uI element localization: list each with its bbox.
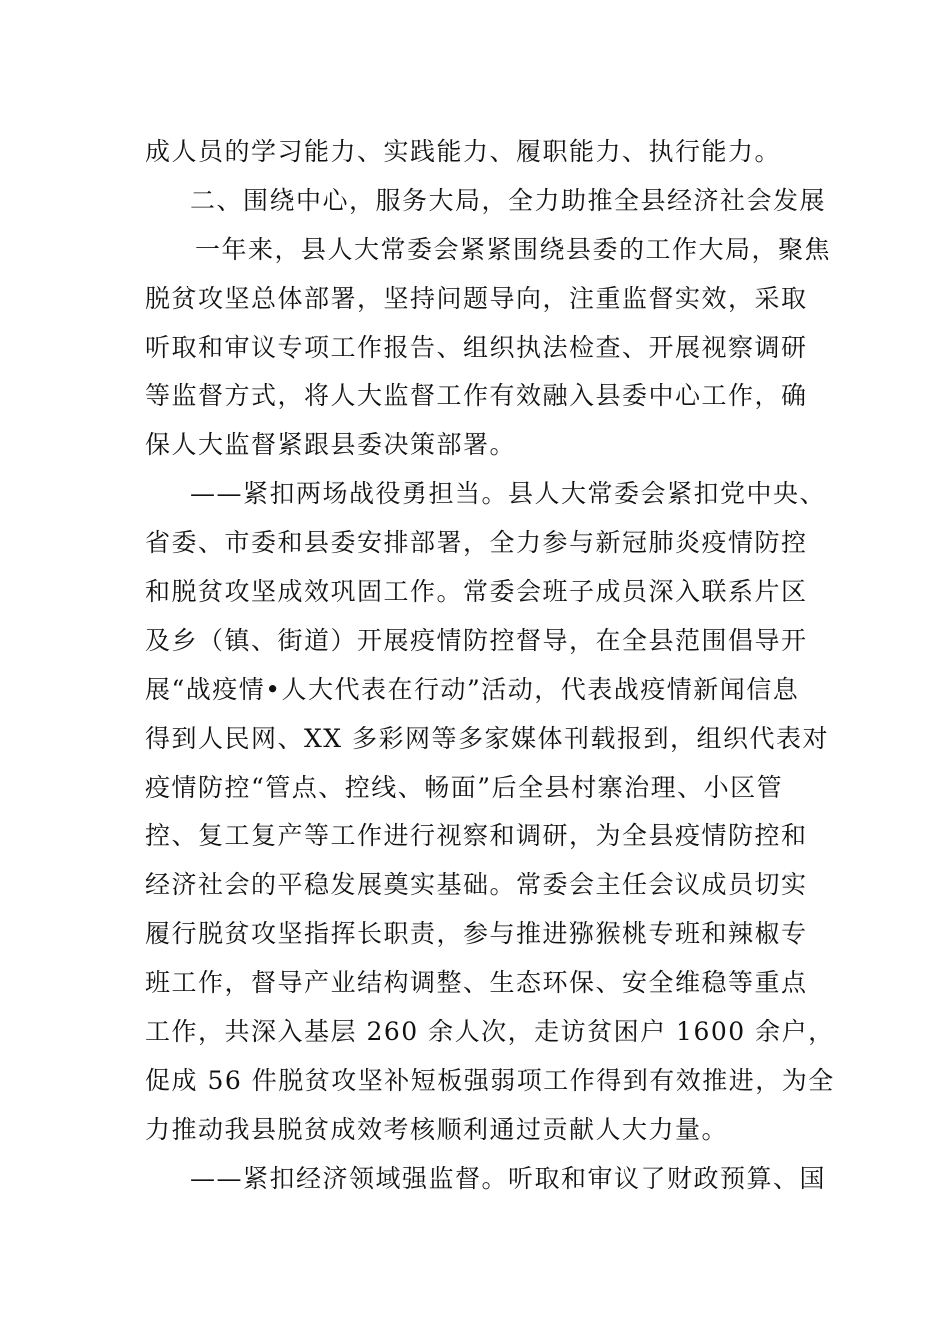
text-line: 展“战疫情•人大代表在行动”活动，代表战疫情新闻信息: [145, 674, 800, 704]
text-line: 保人大监督紧跟县委决策部署。: [145, 430, 517, 460]
text-line: 省委、市委和县委安排部署，全力参与新冠肺炎疫情防控: [145, 528, 808, 558]
text-line: 听取和审议专项工作报告、组织执法检查、开展视察调研: [145, 332, 808, 362]
text-line: 班工作，督导产业结构调整、生态环保、安全维稳等重点: [145, 968, 808, 998]
text-line: 促成 56 件脱贫攻坚补短板强弱项工作得到有效推进，为全: [145, 1065, 835, 1095]
text-line: 脱贫攻坚总体部署，坚持问题导向，注重监督实效，采取: [145, 283, 808, 313]
section-heading: 二、围绕中心，服务大局，全力助推全县经济社会发展: [190, 185, 827, 215]
text-line: 控、复工复产等工作进行视察和调研，为全县疫情防控和: [145, 821, 808, 851]
text-line: 经济社会的平稳发展奠实基础。常委会主任会议成员切实: [145, 870, 808, 900]
text-line: 一年来，县人大常委会紧紧围绕县委的工作大局，聚焦: [195, 234, 832, 264]
text-line: 力推动我县脱贫成效考核顺利通过贡献人大力量。: [145, 1114, 729, 1144]
text-line: 履行脱贫攻坚指挥长职责，参与推进猕猴桃专班和辣椒专: [145, 919, 808, 949]
text-line: 等监督方式，将人大监督工作有效融入县委中心工作，确: [145, 381, 808, 411]
text-line: ——紧扣两场战役勇担当。县人大常委会紧扣党中央、: [190, 479, 827, 509]
document-body: [145, 128, 835, 1204]
text-line: ——紧扣经济领域强监督。听取和审议了财政预算、国: [190, 1163, 827, 1193]
text-line: 得到人民网、XX 多彩网等多家媒体刊载报到，组织代表对: [145, 723, 830, 753]
text-line: 成人员的学习能力、实践能力、履职能力、执行能力。: [145, 137, 782, 166]
text-line: 及乡（镇、街道）开展疫情防控督导，在全县范围倡导开: [145, 625, 808, 655]
text-line: 疫情防控“管点、控线、畅面”后全县村寨治理、小区管: [145, 772, 784, 802]
text-line: 工作，共深入基层 260 余人次，走访贫困户 1600 余户，: [145, 1017, 835, 1047]
text-line: 和脱贫攻坚成效巩固工作。常委会班子成员深入联系片区: [145, 577, 808, 607]
